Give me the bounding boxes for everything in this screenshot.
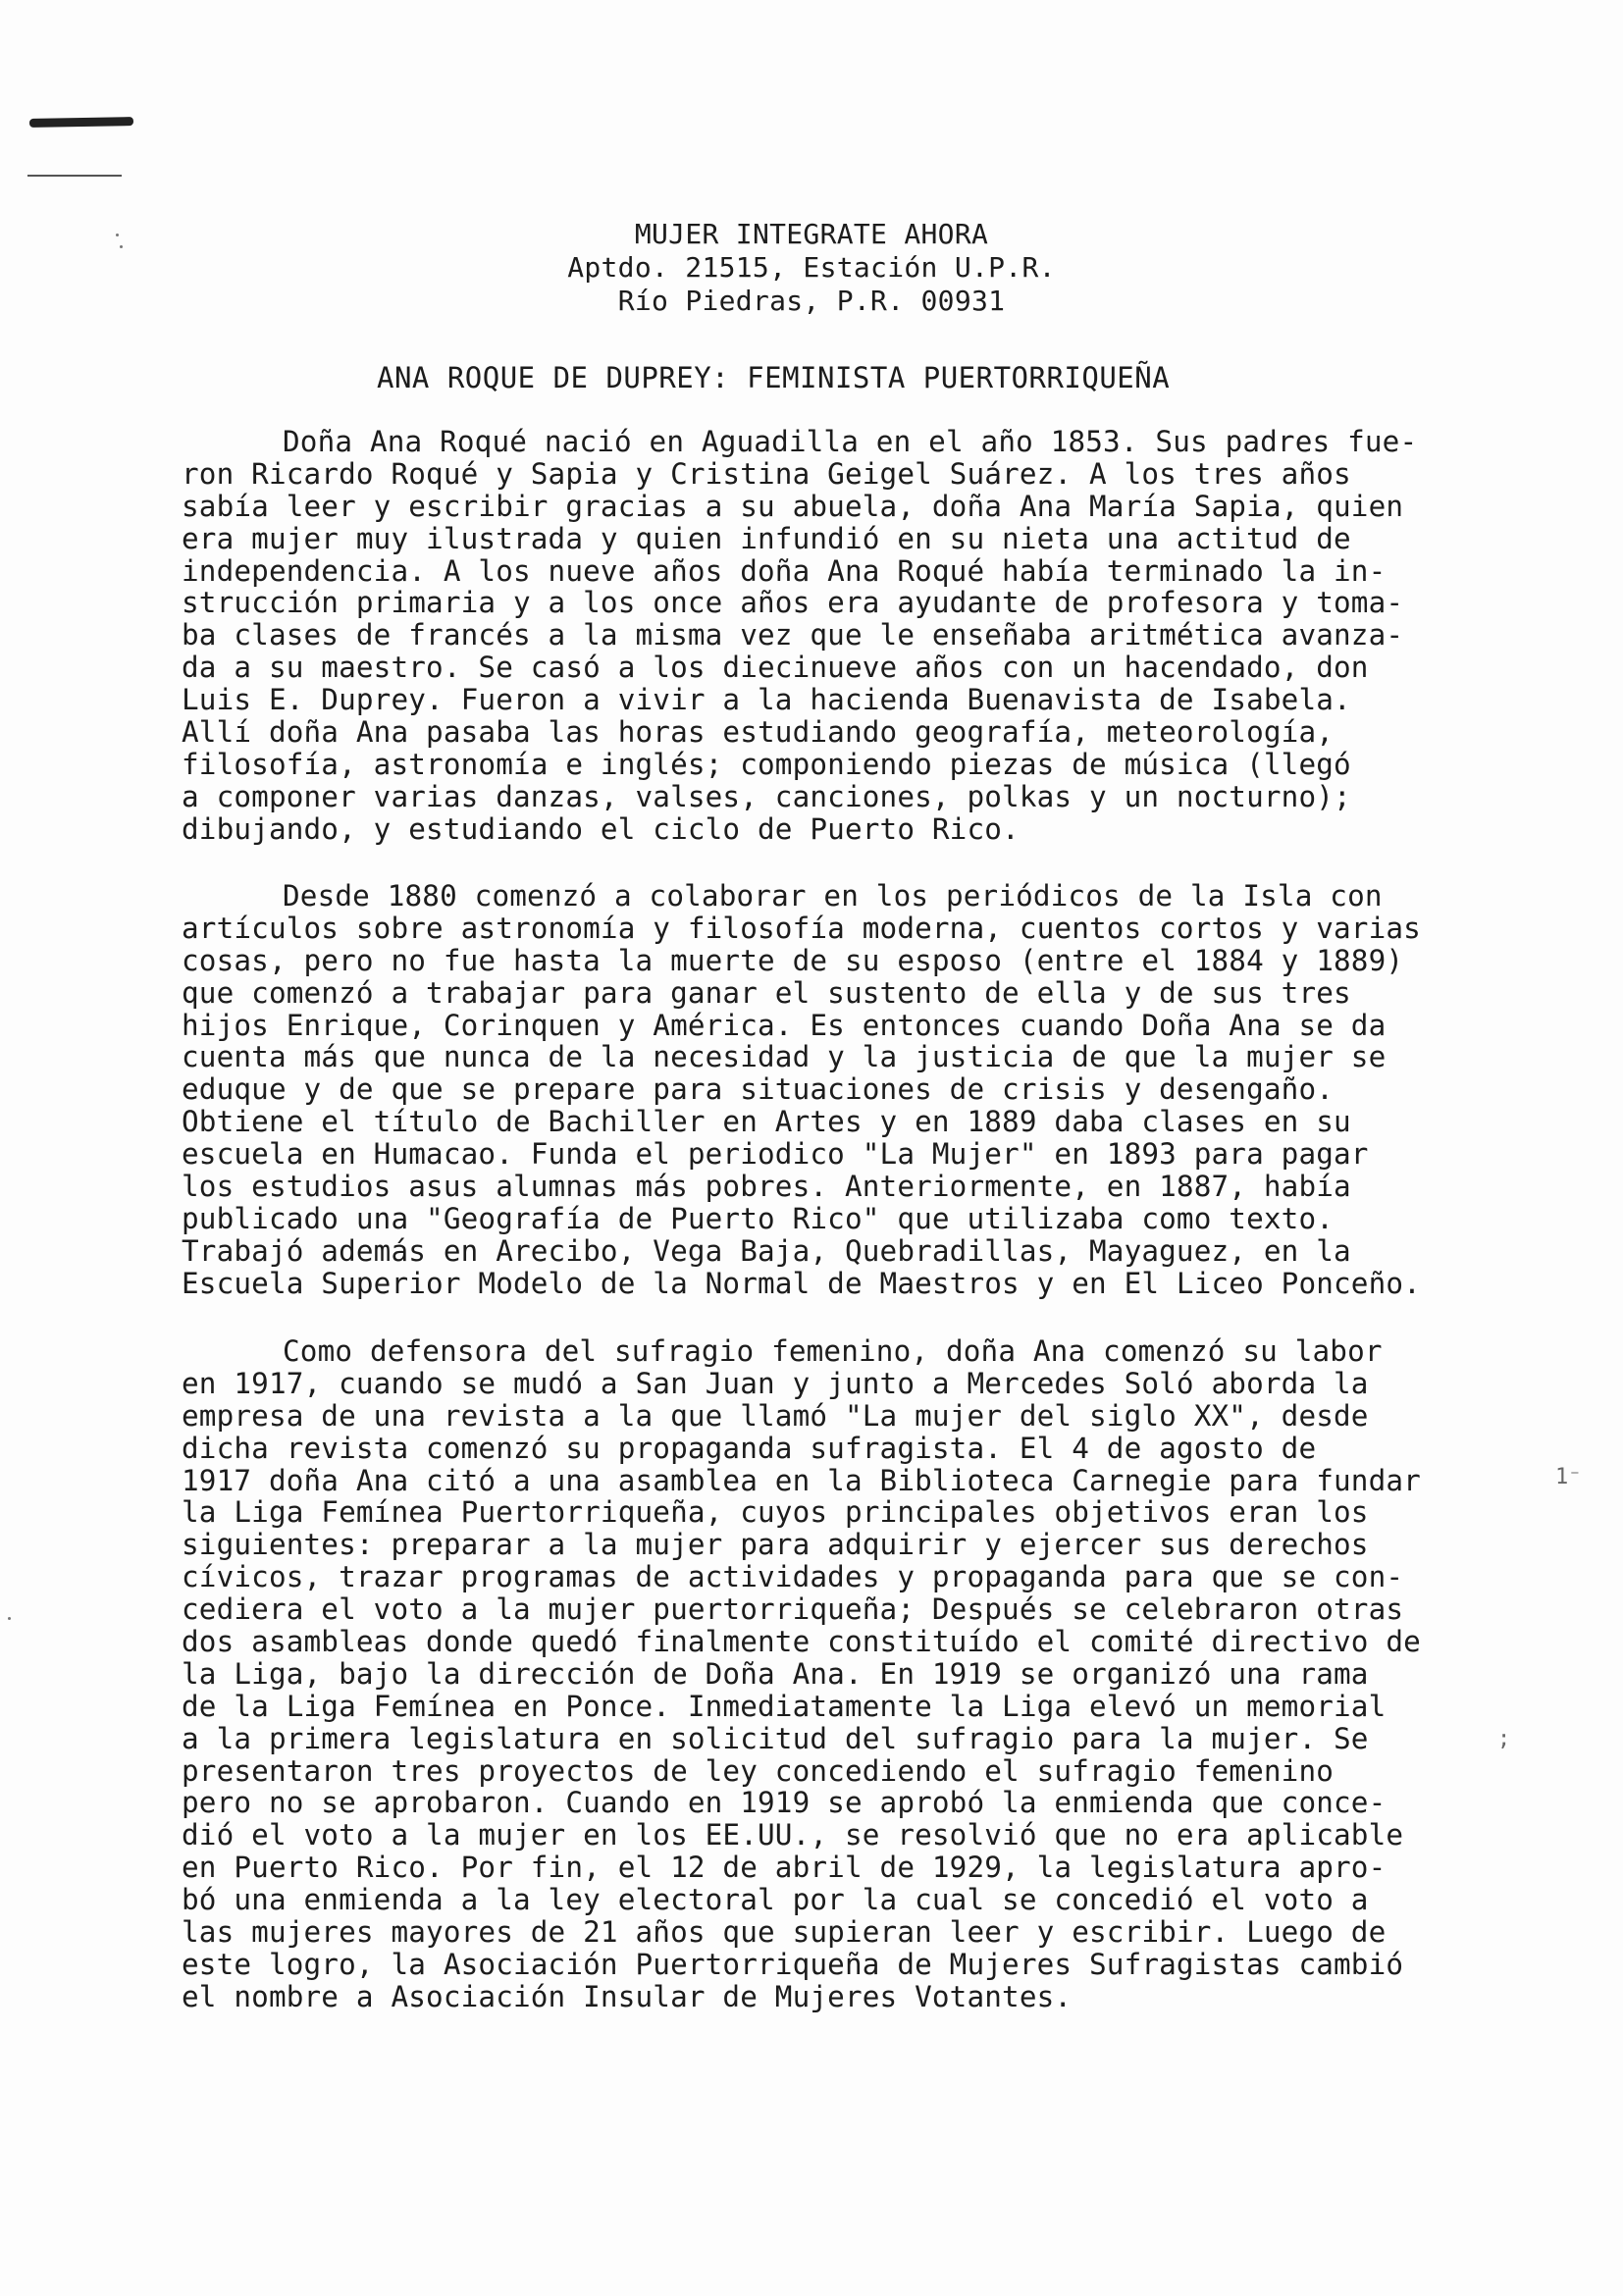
text-line: la Liga, bajo la dirección de Doña Ana. En 1919 se organizó una rama xyxy=(182,1656,1369,1691)
speck xyxy=(8,1617,11,1620)
text-line: Luis E. Duprey. Fueron a vivir a la hacienda Buenavista de Isabela. xyxy=(182,683,1351,717)
text-line: dicha revista comenzó su propaganda sufragista. El 4 de agosto de xyxy=(182,1431,1317,1465)
text-line: Escuela Superior Modelo de la Normal de Maestros y en El Liceo Ponceño. xyxy=(182,1266,1421,1300)
organization-name: MUJER INTEGRATE AHORA xyxy=(634,218,989,250)
text-line: ron Ricardo Roqué y Sapia y Cristina Geigel Suárez. A los tres años xyxy=(182,456,1351,491)
margin-mark: 1⁻ xyxy=(1555,1465,1582,1489)
document-title: ANA ROQUE DE DUPREY: FEMINISTA PUERTORRIQUEÑA xyxy=(377,361,1171,394)
text-line: Allí doña Ana pasaba las horas estudiando geografía, meteorología, xyxy=(182,715,1335,750)
text-line: strucción primaria y a los once años era ayudante de profesora y toma- xyxy=(182,586,1404,620)
ink-rule xyxy=(27,175,122,177)
letterhead xyxy=(0,218,1623,318)
text-line: dió el voto a la mujer en los EE.UU., se resolvió que no era aplicable xyxy=(182,1818,1404,1852)
text-line: bó una enmienda a la ley electoral por la cual se concedió el voto a xyxy=(182,1883,1369,1917)
text-line: escuela en Humacao. Funda el periodico "La Mujer" en 1893 para pagar xyxy=(182,1137,1369,1172)
text-line: Desde 1880 comenzó a colaborar en los periódicos de la Isla con xyxy=(283,879,1383,913)
text-line: hijos Enrique, Corinquen y América. Es entonces cuando Doña Ana se da xyxy=(182,1008,1387,1042)
text-line: era mujer muy ilustrada y quien infundió en su nieta una actitud de xyxy=(182,521,1351,555)
text-line: Como defensora del sufragio femenino, doña Ana comenzó su labor xyxy=(283,1334,1383,1368)
text-line: da a su maestro. Se casó a los diecinueve años con un hacendado, don xyxy=(182,651,1369,685)
margin-mark: ; xyxy=(1497,1727,1511,1751)
text-line: dos asambleas donde quedó finalmente constituído el comité directivo de xyxy=(182,1625,1421,1659)
ink-mark xyxy=(29,117,133,128)
text-line: los estudios asus alumnas más pobres. Anteriormente, en 1887, había xyxy=(182,1170,1351,1204)
text-line: independencia. A los nueve años doña Ana Roqué había terminado la in- xyxy=(182,553,1387,588)
postal-address: Aptdo. 21515, Estación U.P.R. xyxy=(567,251,1056,284)
text-line: Doña Ana Roqué nació en Aguadilla en el año 1853. Sus padres fue- xyxy=(283,425,1418,458)
text-line: filosofía, astronomía e inglés; componiendo piezas de música (llegó xyxy=(182,747,1351,781)
text-line: Obtiene el título de Bachiller en Artes y en 1889 daba clases en su xyxy=(182,1105,1351,1139)
paragraph-career xyxy=(182,880,1536,1300)
text-line: publicado una "Geografía de Puerto Rico" que utilizaba como texto. xyxy=(182,1201,1335,1235)
text-line: eduque y de que se prepare para situaciones de crisis y desengaño. xyxy=(182,1072,1335,1107)
text-line: la Liga Femínea Puertorriqueña, cuyos principales objetivos eran los xyxy=(182,1495,1369,1530)
text-line: ba clases de francés a la misma vez que le enseñaba aritmética avanza- xyxy=(182,618,1404,652)
text-line: artículos sobre astronomía y filosofía moderna, cuentos cortos y varias xyxy=(182,911,1421,945)
text-line: en 1917, cuando se mudó a San Juan y junto a Mercedes Soló aborda la xyxy=(182,1366,1369,1400)
text-line: en Puerto Rico. Por fin, el 12 de abril de 1929, la legislatura apro- xyxy=(182,1851,1387,1885)
text-line: dibujando, y estudiando el ciclo de Puerto Rico. xyxy=(182,811,1020,846)
text-line: cediera el voto a la mujer puertorriqueña; Después se celebraron otras xyxy=(182,1592,1404,1627)
text-line: presentaron tres proyectos de ley concediendo el sufragio femenino xyxy=(182,1753,1335,1788)
paragraph-biography xyxy=(182,426,1536,846)
text-line: cívicos, trazar programas de actividades y propaganda para que se con- xyxy=(182,1560,1404,1594)
text-line: cosas, pero no fue hasta la muerte de su esposo (entre el 1884 y 1889) xyxy=(182,943,1404,977)
text-line: el nombre a Asociación Insular de Mujeres Votantes. xyxy=(182,1979,1073,2013)
text-line: a componer varias danzas, valses, canciones, polkas y un nocturno); xyxy=(182,779,1351,813)
text-line: sabía leer y escribir gracias a su abuela, doña Ana María Sapia, quien xyxy=(182,489,1404,523)
text-line: pero no se aprobaron. Cuando en 1919 se aprobó la enmienda que conce- xyxy=(182,1786,1387,1820)
text-line: de la Liga Femínea en Ponce. Inmediatamente la Liga elevó un memorial xyxy=(182,1689,1387,1723)
text-line: siguientes: preparar a la mujer para adquirir y ejercer sus derechos xyxy=(182,1528,1369,1562)
text-line: las mujeres mayores de 21 años que supieran leer y escribir. Luego de xyxy=(182,1915,1387,1950)
text-line: este logro, la Asociación Puertorriqueña de Mujeres Sufragistas cambió xyxy=(182,1947,1404,1981)
paragraph-suffrage xyxy=(182,1335,1536,2013)
text-line: cuenta más que nunca de la necesidad y la justicia de que la mujer se xyxy=(182,1040,1387,1074)
text-line: que comenzó a trabajar para ganar el sustento de ella y de sus tres xyxy=(182,975,1351,1010)
city-line: Río Piedras, P.R. 00931 xyxy=(617,285,1006,317)
text-line: Trabajó además en Arecibo, Vega Baja, Quebradillas, Mayaguez, en la xyxy=(182,1233,1351,1268)
text-line: a la primera legislatura en solicitud del sufragio para la mujer. Se xyxy=(182,1721,1369,1755)
text-line: empresa de una revista a la que llamó "La mujer del siglo XX", desde xyxy=(182,1398,1369,1433)
text-line: 1917 doña Ana citó a una asamblea en la Biblioteca Carnegie para fundar xyxy=(182,1463,1421,1497)
